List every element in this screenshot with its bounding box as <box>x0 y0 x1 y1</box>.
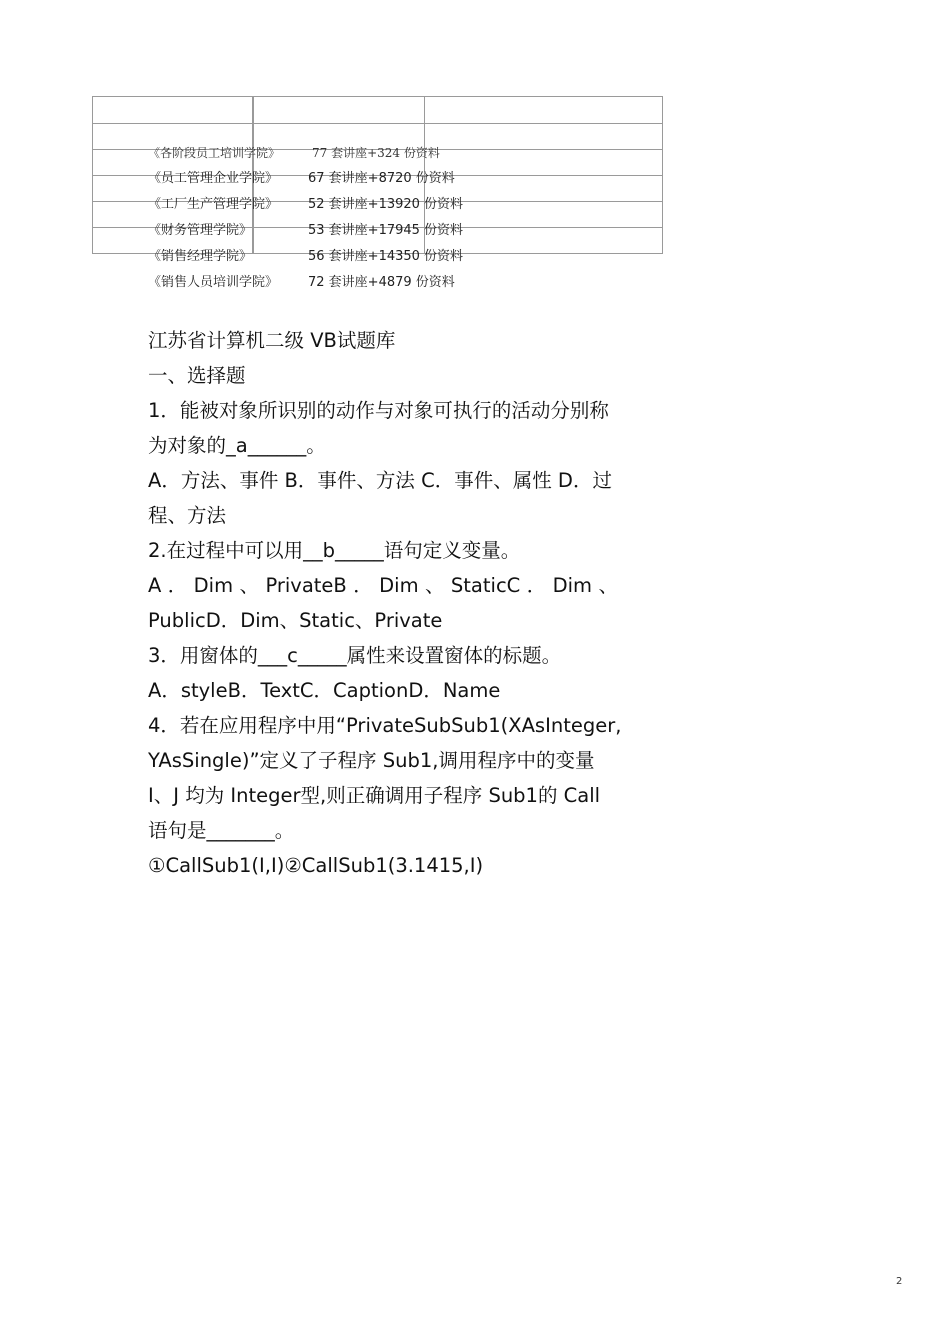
grid-line <box>92 96 663 97</box>
question-4-line-3: I、J 均为 Integer型,则正确调用子程序 Sub1的 Call <box>148 784 601 807</box>
doc-title: 江苏省计算机二级 VB试题库 <box>148 329 396 352</box>
option-fragment: 、 <box>239 574 260 597</box>
section-heading: 一、选择题 <box>148 364 246 387</box>
question-3-options: A．styleB．TextC．CaptionD．Name <box>148 679 501 702</box>
course-name: 《销售经理学院》 <box>148 249 253 264</box>
question-2: 2.在过程中可以用__b_____语句定义变量。 <box>148 539 521 562</box>
course-row <box>148 246 568 272</box>
question-4-line-2: YAsSingle)”定义了子程序 Sub1,调用程序中的变量 <box>148 749 595 772</box>
course-list <box>148 142 568 298</box>
course-info: 72 套讲座+4879 份资料 <box>308 275 455 290</box>
question-3: 3．用窗体的___c_____属性来设置窗体的标题。 <box>148 644 562 667</box>
course-info: 52 套讲座+13920 份资料 <box>308 197 464 212</box>
course-row <box>148 220 568 246</box>
question-2-options-line-2: PublicD．Dim、Static、Private <box>148 609 443 632</box>
question-1-options-line-2: 程、方法 <box>148 504 227 527</box>
grid-line <box>662 96 663 254</box>
course-name: 《员工管理企业学院》 <box>148 171 279 186</box>
question-4-options: ①CallSub1(I,I)②CallSub1(3.1415,I) <box>148 854 484 877</box>
document-body <box>148 323 648 883</box>
option-fragment: 、 <box>598 574 618 597</box>
option-fragment: StaticC <box>450 574 521 597</box>
course-info: 56 套讲座+14350 份资料 <box>308 249 464 264</box>
option-fragment: ． <box>353 574 373 597</box>
course-info: 53 套讲座+17945 份资料 <box>308 223 464 238</box>
course-name: 《销售人员培训学院》 <box>148 275 279 290</box>
option-fragment: Dim <box>379 574 419 597</box>
question-1-line-1: 1．能被对象所识别的动作与对象可执行的活动分别称 <box>148 399 609 422</box>
course-info: 67 套讲座+8720 份资料 <box>308 171 455 186</box>
option-fragment: Dim <box>552 574 593 597</box>
course-row <box>148 194 568 220</box>
course-name: 《财务管理学院》 <box>148 223 253 238</box>
question-1-line-2: 为对象的_a______。 <box>148 434 326 457</box>
question-2-options-line-1 <box>148 568 618 603</box>
question-4-line-1: 4．若在应用程序中用“PrivateSubSub1(XAsInteger, <box>148 714 622 737</box>
option-fragment: ． <box>167 574 188 597</box>
grid-line <box>92 123 663 124</box>
option-fragment: A <box>148 574 162 597</box>
course-info: 77 套讲座+324 份资料 <box>312 146 440 160</box>
course-row <box>148 142 568 168</box>
option-fragment: PrivateB <box>265 574 347 597</box>
course-row <box>148 272 568 298</box>
option-fragment: ． <box>526 574 547 597</box>
question-1-options-line-1: A．方法、事件 B．事件、方法 C．事件、属性 D．过 <box>148 469 612 492</box>
page-number: 2 <box>896 1276 903 1287</box>
option-fragment: Dim <box>193 574 234 597</box>
course-name: 《工厂生产管理学院》 <box>148 197 279 212</box>
question-4-line-4: 语句是_______。 <box>148 819 295 842</box>
course-name: 《各阶段员工培训学院》 <box>148 146 281 160</box>
grid-line <box>92 96 93 254</box>
course-row <box>148 168 568 194</box>
option-fragment: 、 <box>424 574 445 597</box>
